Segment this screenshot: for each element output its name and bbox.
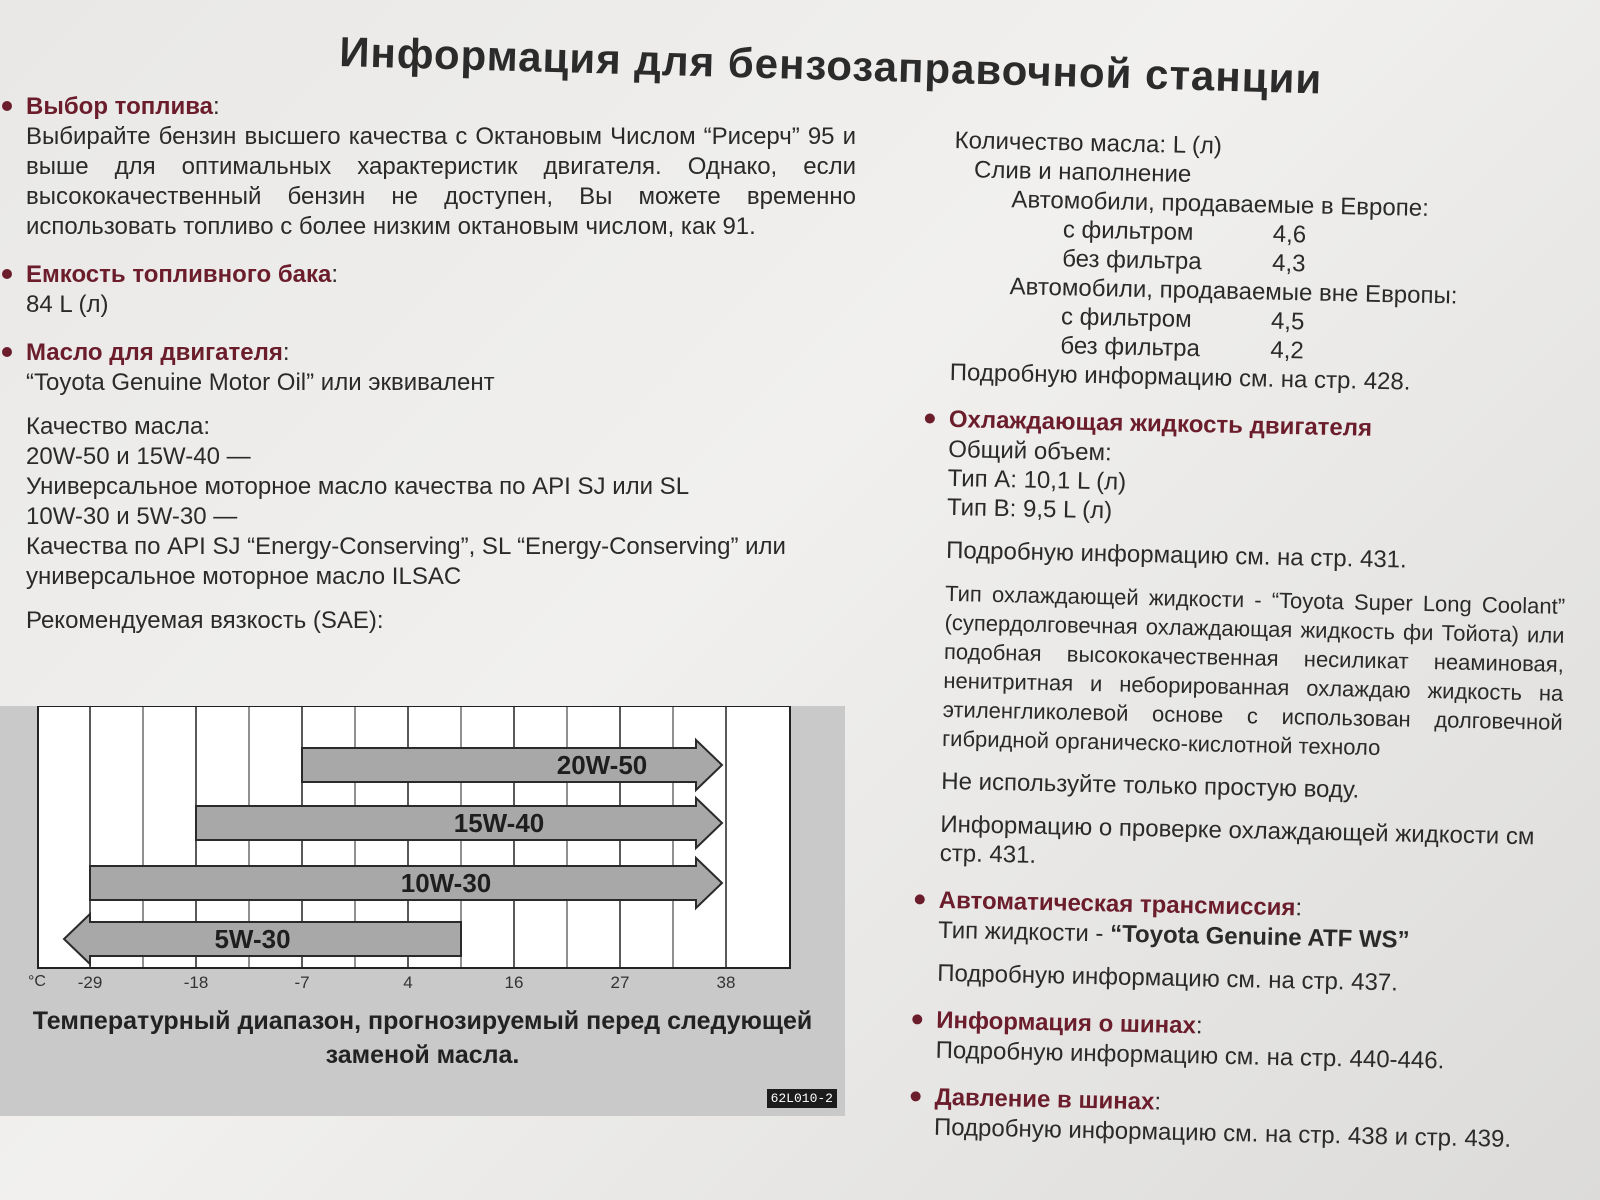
coolant-check: Информацию о проверке охлаждающей жидкости см стр. 431. [939, 810, 1535, 869]
bullet-icon [915, 894, 925, 904]
viscosity-label: 5W-30 [214, 924, 291, 954]
bullet-icon [912, 1014, 922, 1024]
bullet-icon [925, 413, 935, 423]
viscosity-chart-svg [0, 706, 845, 1006]
figure-code: 62L010-2 [767, 1089, 837, 1108]
left-column [0, 92, 880, 654]
oil-line-1: 20W-50 и 15W-40 — [26, 443, 251, 470]
tank-section: Емкость топливного бака: 84 L (л) [0, 260, 880, 320]
oil-drain: Слив и наполнение [973, 156, 1192, 188]
coolant-heading: Охлаждающая жидкость двигателя [948, 405, 1373, 442]
oil-heading: Масло для двигателя [26, 339, 283, 366]
tick-label: 27 [610, 973, 630, 992]
oil-quantity-block [950, 126, 1595, 400]
fluid-prefix: Тип жидкости - [937, 916, 1111, 948]
coolant-section [913, 404, 1589, 881]
eu-with-filter: с фильтром 4,6 [1062, 216, 1307, 249]
tick-label: 4 [403, 973, 413, 992]
oil-section: Масло для двигателя: “Toyota Genuine Motor Oil” или эквивалент Качество масла: 20W-50 и 15W-40 — Универсальное моторное масло качества по API SJ или SL 10W-30 и 5W-30 — Качества по API SJ “Energy-Conserving”, SL “Energy-Conserving” или универсальное моторное масло ILSAC Рекомендуемая вязкость (SAE): [0, 338, 880, 636]
oil-line-4: Качества по API SJ “Energy-Conserving”, SL “Energy-Conserving” или универсальное моторное масло ILSAC [26, 533, 786, 590]
bullet-icon [2, 101, 12, 111]
bullet-icon [2, 269, 12, 279]
fluid-name: “Toyota Genuine ATF WS” [1109, 920, 1410, 954]
tick-label: 16 [504, 973, 524, 992]
fuel-section: Выбор топлива: Выбирайте бензин высшего качества с Октановым Числом “Риcерч” 95 и выше для оптимальных характеристик двигателя. Однако, если высококачественный бензин не доступен, Вы можете временно использовать топливо с более низким октановым числом, как 91. [0, 92, 880, 242]
fuel-text: Выбирайте бензин высшего качества с Октановым Числом “Риcерч” 95 и выше для оптимальных характеристик двигателя. Однако, если высококачественный бензин не доступен, Вы можете временно использовать топливо с более низким октановым числом, как 91. [26, 123, 856, 240]
transmission-section: Автоматическая трансмиссия: Тип жидкости - “Toyota Genuine ATF WS” Подробную информацию см. на стр. 437. [911, 885, 1579, 1001]
bullet-icon [911, 1091, 921, 1101]
viscosity-arrow-20w-50 [302, 740, 722, 790]
oil-qty-label: Количество масла: L (л) [954, 126, 1223, 160]
transmission-ref: Подробную информацию см. на стр. 437. [936, 959, 1399, 997]
oil-qty-ref: Подробную информацию см. на стр. 428. [949, 358, 1411, 396]
coolant-total: Общий объем: [947, 435, 1112, 467]
pressure-section: Давление в шинах: Подробную информацию см. на стр. 438 и стр. 439. [908, 1082, 1575, 1155]
tires-heading: Информация о шинах [935, 1006, 1197, 1040]
oil-europe: Автомобили, продаваемые в Европе: [1011, 186, 1430, 222]
oil-line-3: 10W-30 и 5W-30 — [26, 503, 238, 530]
coolant-type-a: Тип А: 10,1 L (л) [947, 464, 1127, 496]
coolant-warning: Не используйте только простую воду. [940, 767, 1360, 804]
bullet-icon [2, 347, 12, 357]
ne-with-filter: с фильтром 4,5 [1060, 303, 1305, 336]
coolant-type-text: Тип охлаждающей жидкости - “Toyota Super Long Coolant” (супердолговечная охлаждающая жидкость фи Тойота) или подобная высококачественная несиликат неаминовая, ненитритная и неборированная охлаждаю жидкость на этиленгликолевой основе с использован долговечной гибридной органическо-кислотной техноло [941, 580, 1566, 761]
viscosity-chart [0, 706, 845, 1116]
transmission-heading: Автоматическая трансмиссия [938, 886, 1296, 922]
oil-quality-label: Качество масла: [26, 413, 211, 440]
tick-label: -29 [77, 973, 103, 992]
fuel-heading: Выбор топлива [26, 93, 214, 120]
eu-without-filter: без фильтра 4,3 [1061, 245, 1306, 278]
tires-ref: Подробную информацию см. на стр. 440-446. [935, 1036, 1445, 1075]
axis-unit: °C [28, 973, 46, 990]
viscosity-label: 15W-40 [453, 808, 545, 838]
viscosity-label: 20W-50 [556, 750, 648, 780]
tank-value: 84 L (л) [26, 291, 109, 318]
right-column [933, 126, 1595, 1173]
oil-brand: “Toyota Genuine Motor Oil” или эквивалент [26, 369, 495, 396]
coolant-ref: Подробную информацию см. на стр. 431. [945, 536, 1407, 574]
oil-non-europe: Автомобили, продаваемые вне Европы: [1009, 273, 1458, 310]
tank-heading: Емкость топливного бака [26, 261, 332, 288]
ne-without-filter: без фильтра 4,2 [1060, 332, 1305, 365]
tick-label: -7 [294, 973, 310, 992]
chart-caption: Температурный диапазон, прогнозируемый перед следующей заменой масла. [32, 1007, 813, 1069]
tires-section: Информация о шинах: Подробную информацию см. на стр. 440-446. [909, 1005, 1576, 1078]
viscosity-label: 10W-30 [400, 868, 492, 898]
oil-line-2: Универсальное моторное масло качества по API SJ или SL [26, 473, 690, 500]
viscosity-label: Рекомендуемая вязкость (SAE): [26, 607, 384, 634]
pressure-heading: Давление в шинах [934, 1083, 1155, 1116]
pressure-ref: Подробную информацию см. на стр. 438 и стр. 439. [933, 1113, 1512, 1153]
tick-label: -18 [183, 973, 209, 992]
page-title: Информация для бензозаправочной станции [338, 28, 1323, 103]
tick-label: 38 [716, 973, 736, 992]
coolant-type-b: Тип В: 9,5 L (л) [946, 493, 1113, 525]
